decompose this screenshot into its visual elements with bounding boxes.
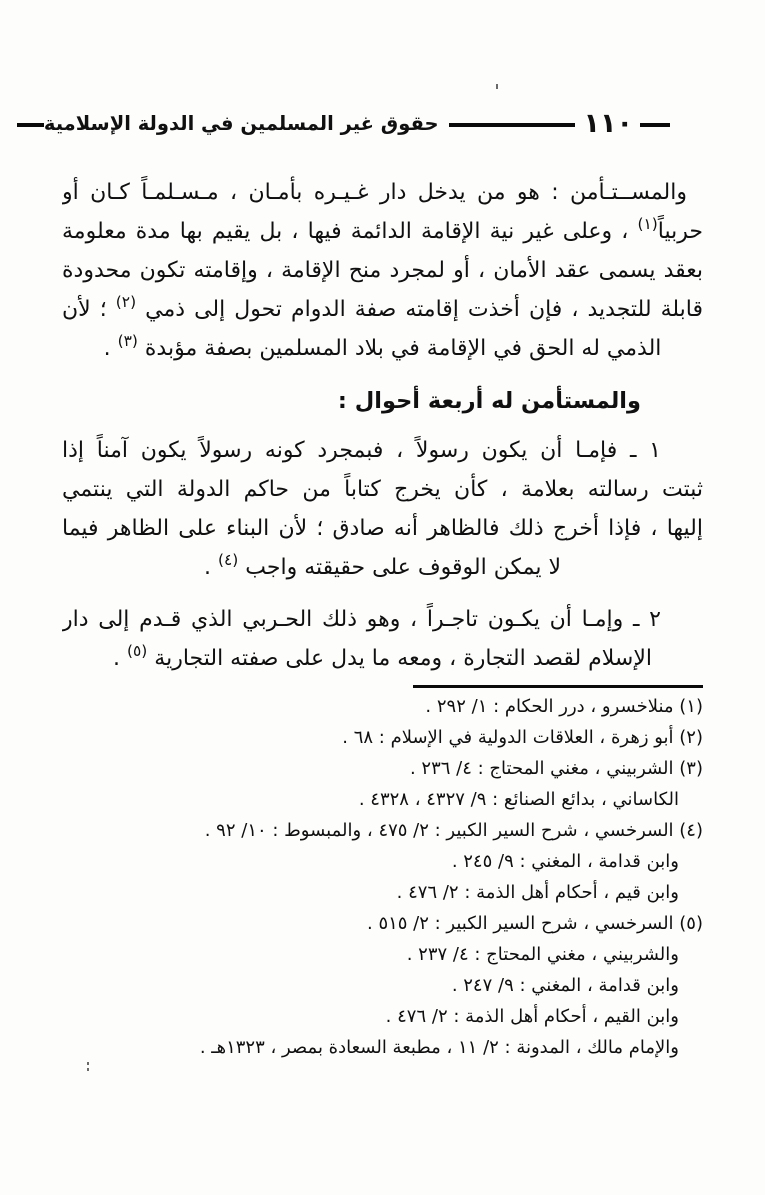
paragraph-2 [62, 431, 703, 587]
page-header [43, 106, 670, 144]
book-title: حقوق غير المسلمين في الدولة الإسلامية [43, 112, 439, 136]
footnote-line: والإمام مالك ، المدونة : ٢/ ١١ ، مطبعة السعادة بمصر ، ١٣٢٣هـ . [199, 1037, 679, 1058]
body-line: والمســتـأمن : هو من يدخل دار غـيـره بأمـان ، مـسـلمـاً كـان أو [62, 180, 687, 205]
section-heading: والمستأمن له أربعة أحوال : [337, 388, 641, 414]
body-line: حربياً$^{(١)}$ ، وعلى غير نية الإقامة الدائمة فيها ، بل يقيم بها مدة معلومة [62, 214, 703, 244]
paragraph-1 [62, 173, 703, 368]
header-dash-left [17, 123, 44, 127]
body-line: الذمي له الحق في الإقامة في بلاد المسلمين بصفة مؤبدة $^{(٣)}$ . [103, 331, 662, 361]
body-line: ثبتت رسالته بعلامة ، كأن يخرج كتاباً من حاكم الدولة التي ينتمي [62, 477, 703, 502]
footnote-line: وابن قدامة ، المغني : ٩/ ٢٤٥ . [451, 851, 679, 872]
footnote-line: (٤) السرخسي ، شرح السير الكبير : ٢/ ٤٧٥ ، والمبسوط : ١٠/ ٩٢ . [204, 820, 703, 841]
body-line: ١ ـ فإمـا أن يكون رسولاً ، فبمجرد كونه رسولاً يكون آمناً إذا [62, 438, 661, 463]
body-line: قابلة للتجديد ، فإن أخذت إقامته صفة الدوام تحول إلى ذمي $^{(٢)}$ ؛ لأن [62, 292, 703, 322]
body-line: لا يمكن الوقوف على حقيقته واجب $^{(٤)}$ . [203, 550, 562, 580]
footnote-line: (٥) السرخسي ، شرح السير الكبير : ٢/ ٥١٥ . [366, 913, 703, 934]
body-line: ٢ ـ وإمـا أن يكـون تاجـراً ، وهو ذلك الحـربي الذي قـدم إلى دار [62, 607, 661, 632]
footnote-line: (٢) أبو زهرة ، العلاقات الدولية في الإسلام : ٦٨ . [342, 727, 703, 748]
header-dash-right [640, 123, 670, 127]
footnote-line: (١) منلاخسرو ، درر الحكام : ١/ ٢٩٢ . [425, 696, 703, 717]
paragraph-3 [62, 600, 703, 678]
scan-speck [496, 84, 498, 89]
header-rule [449, 123, 575, 127]
footnotes [62, 691, 703, 1063]
body-text [62, 173, 703, 1063]
body-line: بعقد يسمى عقد الأمان ، أو لمجرد منح الإقامة ، وإقامته تكون محدودة [62, 258, 703, 283]
footnote-line: (٣) الشربيني ، مغني المحتاج : ٤/ ٢٣٦ . [409, 758, 703, 779]
footnote-line: وابن قدامة ، المغني : ٩/ ٢٤٧ . [451, 975, 679, 996]
body-line: إليها ، فإذا أخرج ذلك فالظاهر أنه صادق ؛ لأن البناء على الظاهر فيما [62, 516, 703, 541]
footnote-separator [413, 685, 703, 688]
footnote-line: وابن قيم ، أحكام أهل الذمة : ٢/ ٤٧٦ . [396, 882, 679, 903]
body-line: الإسلام لقصد التجارة ، ومعه ما يدل على صفته التجارية $^{(٥)}$ . [112, 641, 652, 671]
footnote-line: وابن القيم ، أحكام أهل الذمة : ٢/ ٤٧٦ . [385, 1006, 679, 1027]
footnote-line: الكاساني ، بدائع الصنائع : ٩/ ٤٣٢٧ ، ٤٣٢٨ . [358, 789, 679, 810]
page-number: ١١٠ [583, 107, 633, 139]
footnote-line: والشربيني ، مغني المحتاج : ٤/ ٢٣٧ . [406, 944, 679, 965]
